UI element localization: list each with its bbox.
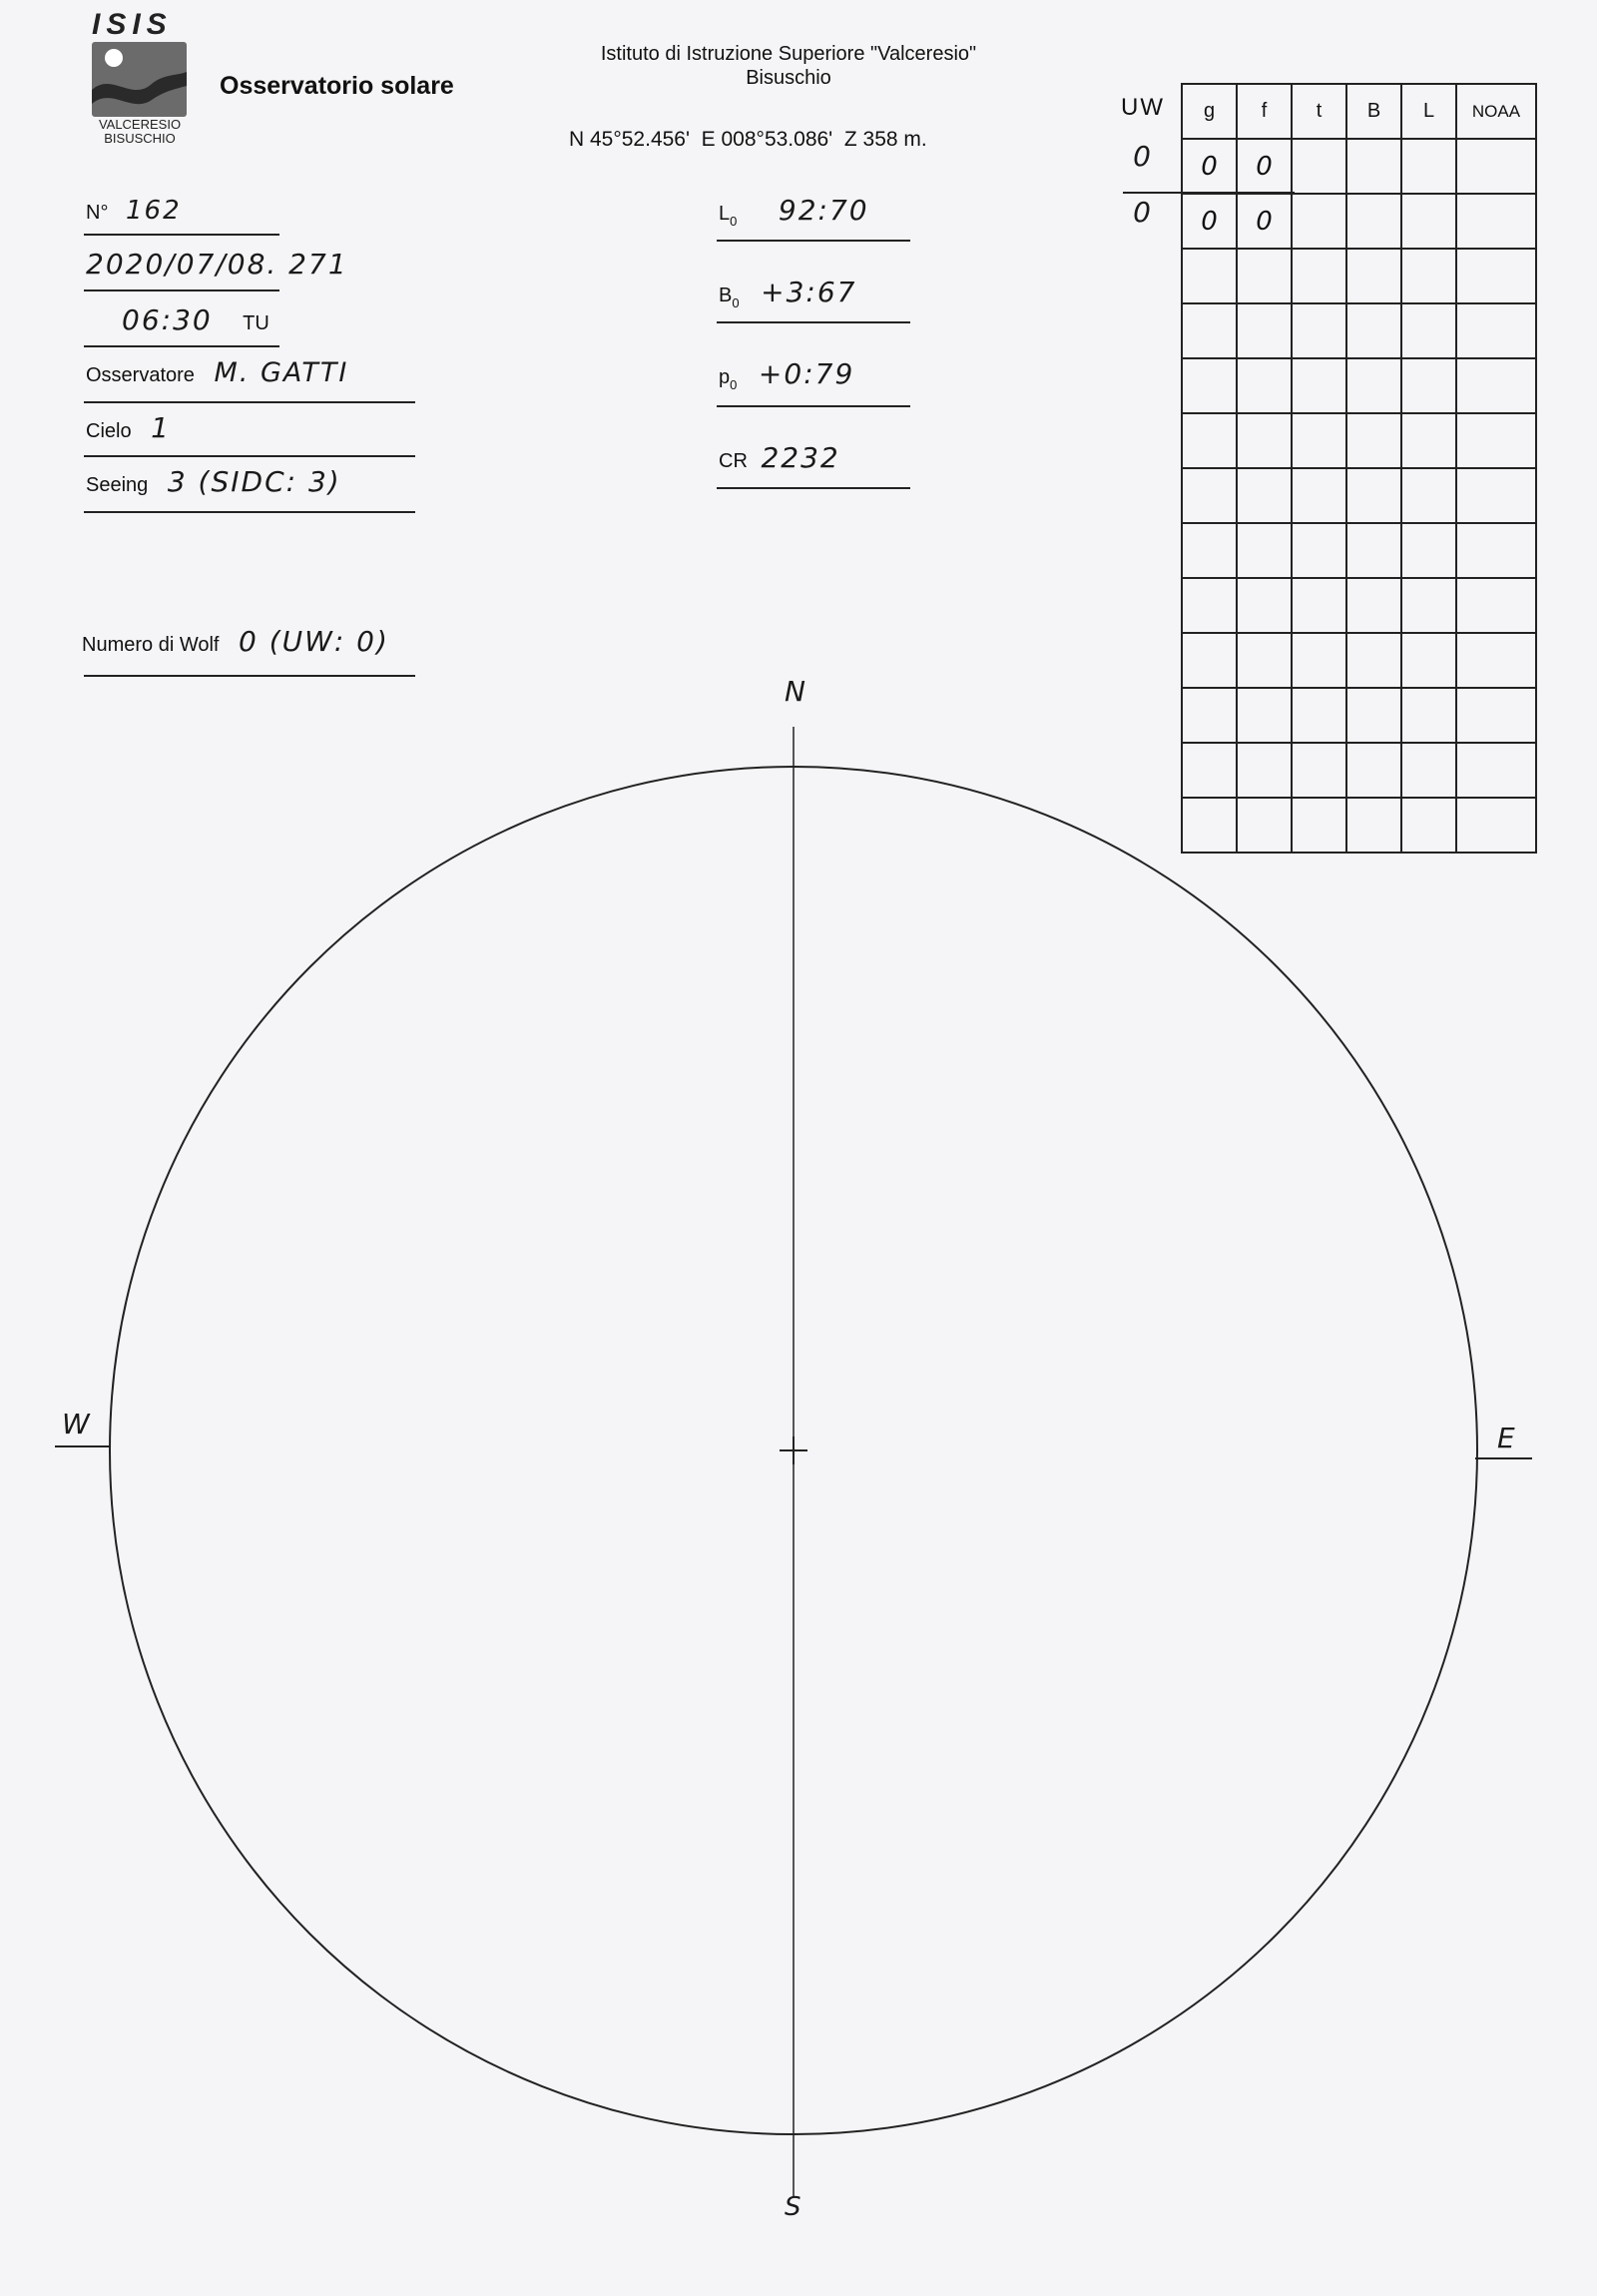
header-t: t bbox=[1292, 84, 1346, 139]
number-value: 162 bbox=[126, 196, 182, 226]
logo-caption-line2: BISUSCHIO bbox=[104, 131, 176, 146]
b0-value: +3:67 bbox=[761, 276, 857, 308]
date-value: 2020/07/08. 271 bbox=[86, 248, 348, 281]
observer-label: Osservatore bbox=[86, 364, 195, 386]
row2-f: 0 bbox=[1237, 194, 1292, 249]
west-label: W bbox=[62, 1408, 90, 1440]
l0-label: L bbox=[719, 203, 731, 225]
header-l: L bbox=[1401, 84, 1456, 139]
cr-value: 2232 bbox=[761, 441, 840, 474]
l0-subscript: 0 bbox=[730, 214, 738, 229]
time-unit: TU bbox=[243, 312, 269, 334]
header-b: B bbox=[1346, 84, 1401, 139]
uw-value-2: 0 bbox=[1133, 196, 1153, 229]
b0-subscript: 0 bbox=[732, 295, 740, 310]
header-noaa: NOAA bbox=[1456, 84, 1536, 139]
sky-label: Cielo bbox=[86, 420, 132, 442]
institute-name: Istituto di Istruzione Superiore "Valceresio" bbox=[600, 43, 977, 65]
seeing-value: 3 (SIDC: 3) bbox=[167, 465, 341, 498]
p0-label: p bbox=[719, 366, 731, 388]
seeing-label: Seeing bbox=[86, 474, 149, 496]
cr-label: CR bbox=[719, 450, 748, 472]
logo-caption-line1: VALCERESIO bbox=[98, 117, 182, 132]
uw-label: UW bbox=[1121, 94, 1165, 121]
observer-value: M. GATTI bbox=[214, 357, 349, 388]
b0-label: B bbox=[719, 285, 733, 306]
uw-value-1: 0 bbox=[1133, 140, 1153, 173]
l0-value: 92:70 bbox=[778, 194, 869, 227]
sky-value: 1 bbox=[151, 411, 171, 444]
header-f: f bbox=[1237, 84, 1292, 139]
site-coordinates: N 45°52.456' E 008°53.086' Z 358 m. bbox=[569, 128, 927, 151]
institute-town: Bisuschio bbox=[746, 67, 831, 89]
east-label: E bbox=[1497, 1422, 1515, 1454]
wolf-label: Numero di Wolf bbox=[82, 634, 220, 656]
time-value: 06:30 bbox=[122, 303, 213, 336]
wolf-value: 0 (UW: 0) bbox=[239, 625, 389, 658]
observatory-title: Osservatorio solare bbox=[220, 72, 454, 100]
logo-wordmark: ISIS bbox=[92, 8, 173, 41]
row1-f: 0 bbox=[1237, 139, 1292, 194]
number-label: N° bbox=[86, 202, 109, 224]
p0-subscript: 0 bbox=[730, 377, 738, 392]
north-label: N bbox=[785, 675, 805, 708]
row2-g: 0 bbox=[1182, 194, 1237, 249]
south-label: S bbox=[785, 2192, 801, 2222]
header-g: g bbox=[1182, 84, 1237, 139]
p0-value: +0:79 bbox=[758, 357, 855, 390]
row1-g: 0 bbox=[1182, 139, 1237, 194]
